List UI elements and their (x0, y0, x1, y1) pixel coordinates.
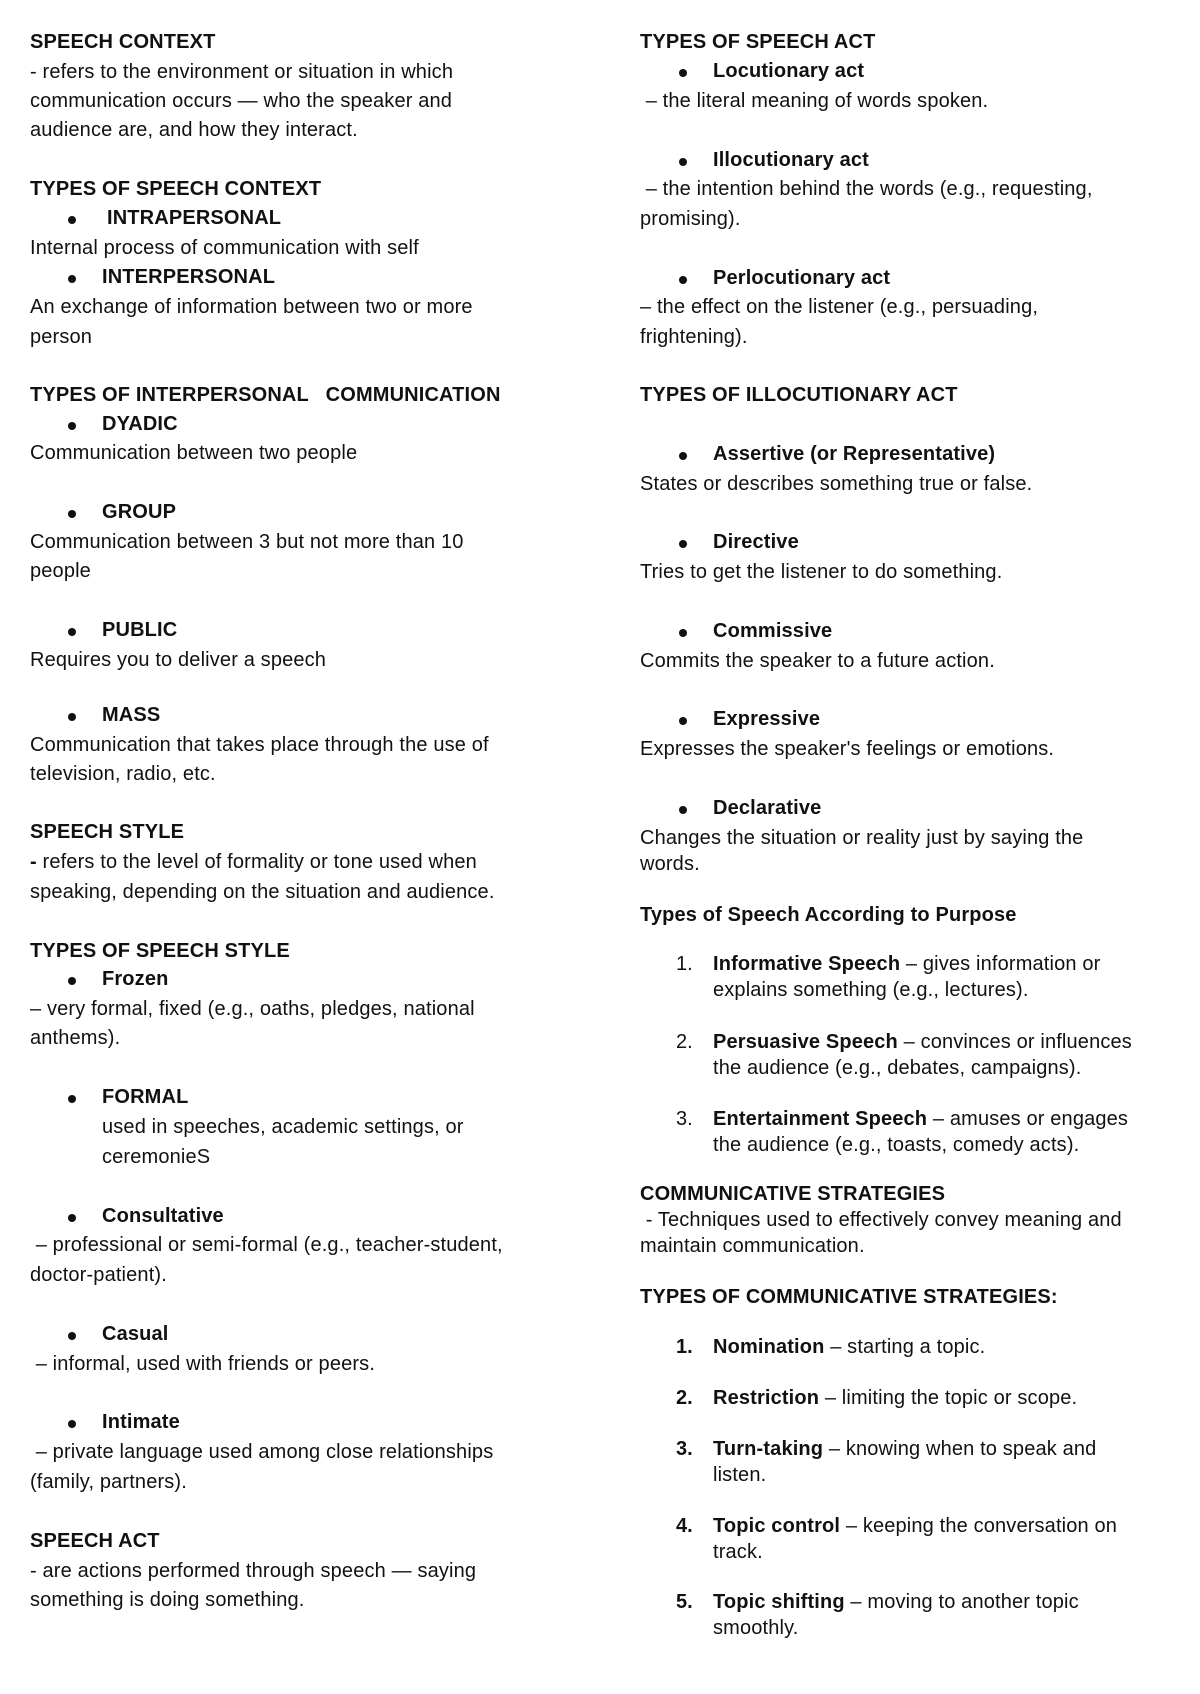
list-item-text: – keeping the conversation on (840, 1515, 1118, 1537)
bullet-term: INTERPERSONAL (102, 266, 276, 288)
section-heading-types-by-purpose: Types of Speech According to Purpose (640, 904, 1017, 926)
list-number: 2. (676, 1031, 693, 1053)
definition-line: - refers to the environment or situation in which (30, 61, 454, 83)
list-item-line (713, 1107, 1128, 1131)
list-item-text: – gives information or (900, 953, 1101, 975)
term-description: Communication between two people (30, 442, 358, 464)
term-description: Communication that takes place through the use of (30, 734, 489, 756)
bullet-term: Commissive (713, 620, 833, 642)
bullet-term: Declarative (713, 797, 822, 819)
term-description: promising). (640, 208, 741, 230)
term-description: Internal process of communication with self (30, 237, 419, 259)
term-description: Communication between 3 but not more than 10 (30, 531, 464, 553)
dash-mark: - (30, 851, 37, 873)
bullet-icon (679, 717, 687, 725)
bullet-term: Frozen (102, 968, 169, 990)
section-heading-types-comm-strategies: TYPES OF COMMUNICATIVE STRATEGIES: (640, 1286, 1058, 1308)
term-description: Changes the situation or reality just by saying the (640, 827, 1084, 849)
bullet-term: MASS (102, 704, 161, 726)
list-item-line (713, 1335, 985, 1359)
bullet-term: Perlocutionary act (713, 267, 891, 289)
list-item-line (713, 1030, 1132, 1054)
section-heading-speech-style: SPEECH STYLE (30, 821, 185, 843)
term-description: Tries to get the listener to do something. (640, 561, 1003, 583)
list-item-text: track. (713, 1541, 763, 1563)
section-heading-communicative-strategies: COMMUNICATIVE STRATEGIES (640, 1183, 946, 1205)
definition-line: speaking, depending on the situation and audience. (30, 881, 495, 903)
list-item-term: Persuasive Speech (713, 1031, 898, 1053)
bullet-icon (679, 452, 687, 460)
bullet-icon (68, 1214, 76, 1222)
bullet-icon (68, 510, 76, 518)
bullet-term: Expressive (713, 708, 821, 730)
term-description: ceremonieS (102, 1146, 211, 1168)
term-description: Commits the speaker to a future action. (640, 650, 995, 672)
list-item-text: the audience (e.g., debates, campaigns). (713, 1057, 1082, 1079)
definition-line: something is doing something. (30, 1589, 305, 1611)
bullet-icon (68, 977, 76, 985)
section-heading-speech-context: SPEECH CONTEXT (30, 31, 216, 53)
section-heading-types-speech-style: TYPES OF SPEECH STYLE (30, 940, 290, 962)
bullet-term: DYADIC (102, 413, 178, 435)
term-description: people (30, 560, 91, 582)
list-item-text: smoothly. (713, 1617, 799, 1639)
list-number: 1. (676, 953, 693, 975)
bullet-icon (679, 540, 687, 548)
bullet-term: Casual (102, 1323, 169, 1345)
list-item-line (713, 1590, 1079, 1614)
bullet-term: Assertive (or Representative) (713, 443, 996, 465)
list-number: 2. (676, 1387, 693, 1409)
term-description: – professional or semi-formal (e.g., teacher-student, (30, 1234, 503, 1256)
list-item-text: – starting a topic. (824, 1336, 986, 1358)
list-item-term: Restriction (713, 1387, 820, 1409)
list-item-term: Informative Speech (713, 953, 901, 975)
bullet-term: Illocutionary act (713, 149, 869, 171)
list-item-text: the audience (e.g., toasts, comedy acts). (713, 1134, 1080, 1156)
bullet-term: Locutionary act (713, 60, 865, 82)
section-heading-types-illocutionary: TYPES OF ILLOCUTIONARY ACT (640, 384, 958, 406)
list-item-line (713, 952, 1100, 976)
list-item-text: – amuses or engages (927, 1108, 1129, 1130)
list-number: 4. (676, 1515, 693, 1537)
term-description: anthems). (30, 1027, 121, 1049)
term-description: States or describes something true or false. (640, 473, 1033, 495)
bullet-term: PUBLIC (102, 619, 178, 641)
list-number: 3. (676, 1438, 693, 1460)
bullet-icon (68, 713, 76, 721)
bullet-term: Consultative (102, 1205, 224, 1227)
bullet-term: INTRAPERSONAL (107, 207, 282, 229)
definition-line: communication occurs — who the speaker and (30, 90, 453, 112)
bullet-term: FORMAL (102, 1086, 189, 1108)
list-item-term: Turn-taking (713, 1438, 824, 1460)
term-description: – the literal meaning of words spoken. (640, 90, 989, 112)
term-description: – private language used among close relationships (30, 1441, 494, 1463)
term-description: person (30, 326, 93, 348)
section-heading-types-interpersonal: TYPES OF INTERPERSONAL COMMUNICATION (30, 384, 501, 406)
term-description: words. (640, 853, 700, 875)
definition-line (30, 850, 477, 874)
list-number: 1. (676, 1336, 693, 1358)
list-number: 3. (676, 1108, 693, 1130)
term-description: (family, partners). (30, 1471, 187, 1493)
definition-line: audience are, and how they interact. (30, 119, 358, 141)
bullet-icon (679, 806, 687, 814)
definition-text: refers to the level of formality or tone used when (36, 851, 477, 873)
bullet-icon (679, 69, 687, 77)
bullet-term: GROUP (102, 501, 177, 523)
list-item-term: Entertainment Speech (713, 1108, 928, 1130)
list-item-term: Topic control (713, 1515, 841, 1537)
list-item-term: Nomination (713, 1336, 825, 1358)
term-description: Requires you to deliver a speech (30, 649, 327, 671)
bullet-icon (679, 629, 687, 637)
bullet-icon (68, 275, 76, 283)
term-description: used in speeches, academic settings, or (102, 1116, 464, 1138)
term-description: – the effect on the listener (e.g., persuading, (640, 296, 1039, 318)
list-item-text: listen. (713, 1464, 767, 1486)
term-description: frightening). (640, 326, 748, 348)
section-heading-types-speech-context: TYPES OF SPEECH CONTEXT (30, 178, 322, 200)
bullet-icon (68, 1332, 76, 1340)
definition-line: - are actions performed through speech — saying (30, 1560, 477, 1582)
bullet-term: Directive (713, 531, 799, 553)
list-item-line (713, 1514, 1117, 1538)
list-item-text: – convinces or influences (897, 1031, 1132, 1053)
list-item-line (713, 1386, 1077, 1410)
bullet-icon (679, 276, 687, 284)
term-description: – informal, used with friends or peers. (30, 1353, 376, 1375)
bullet-icon (68, 1420, 76, 1428)
definition-line: maintain communication. (640, 1235, 865, 1257)
bullet-icon (68, 422, 76, 430)
definition-line: - Techniques used to effectively convey meaning and (640, 1209, 1122, 1231)
section-heading-speech-act: SPEECH ACT (30, 1530, 160, 1552)
term-description: – very formal, fixed (e.g., oaths, pledges, national (30, 998, 475, 1020)
term-description: television, radio, etc. (30, 763, 216, 785)
term-description: doctor-patient). (30, 1264, 167, 1286)
list-item-text: – knowing when to speak and (823, 1438, 1097, 1460)
list-item-term: Topic shifting (713, 1591, 845, 1613)
bullet-icon (679, 158, 687, 166)
term-description: An exchange of information between two or more (30, 296, 473, 318)
list-item-text: – limiting the topic or scope. (819, 1387, 1078, 1409)
bullet-icon (68, 216, 76, 224)
term-description: – the intention behind the words (e.g., requesting, (640, 178, 1093, 200)
bullet-term: Intimate (102, 1411, 180, 1433)
term-description: Expresses the speaker's feelings or emotions. (640, 738, 1055, 760)
list-item-text: explains something (e.g., lectures). (713, 979, 1029, 1001)
list-item-text: – moving to another topic (844, 1591, 1079, 1613)
section-heading-types-speech-act: TYPES OF SPEECH ACT (640, 31, 876, 53)
list-item-line (713, 1437, 1096, 1461)
list-number: 5. (676, 1591, 693, 1613)
bullet-icon (68, 1095, 76, 1103)
bullet-icon (68, 628, 76, 636)
